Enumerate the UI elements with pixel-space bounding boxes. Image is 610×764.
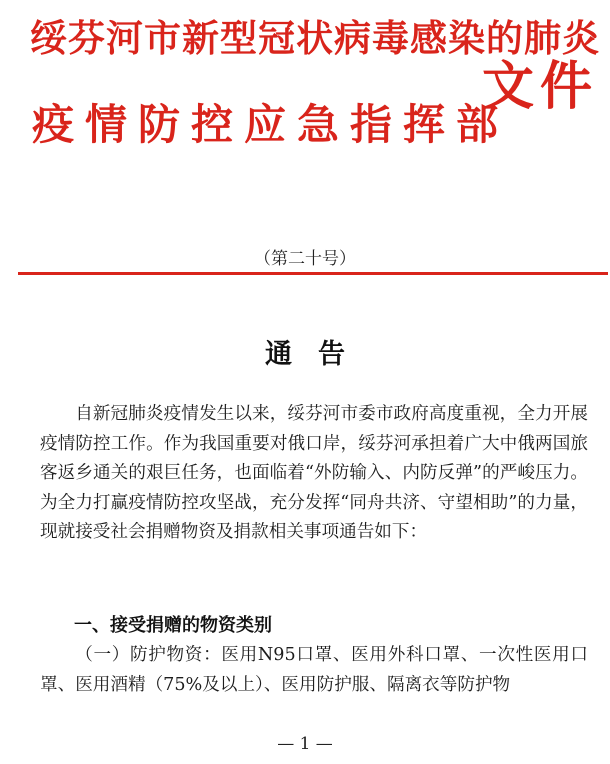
document-type-label: 文件 [481,56,598,117]
red-divider-line [18,272,608,275]
page-number: — 1 — [277,734,333,754]
section-item-paragraph: （一）防护物资：医用N95口罩、医用外科口罩、一次性医用口罩、医用酒精（75%及以上）、医用防护服、隔离衣等防护物 [40,645,588,695]
intro-paragraph: 自新冠肺炎疫情发生以来，绥芬河市委市政府高度重视，全力开展疫情防控工作。作为我国重要对俄口岸，绥芬河承担着广大中俄两国旅客返乡通关的艰巨任务，也面临着“外防输入、内防反弹”的严峻压力。为全力打赢疫情防控攻坚战，充分发挥“同舟共济、守望相助”的力量，现就接受社会捐赠物资及捐款相关事项通告如下： [40,404,588,542]
document-number: （第二十号） [254,249,356,269]
notice-title: 通告 [265,339,371,370]
issuing-organization-line-2: 疫情防控应急指挥部 [32,100,510,149]
issuing-organization-line-1: 绥芬河市新型冠状病毒感染的肺炎 [30,16,600,60]
section-heading: 一、接受捐赠的物资类别 [74,615,272,636]
